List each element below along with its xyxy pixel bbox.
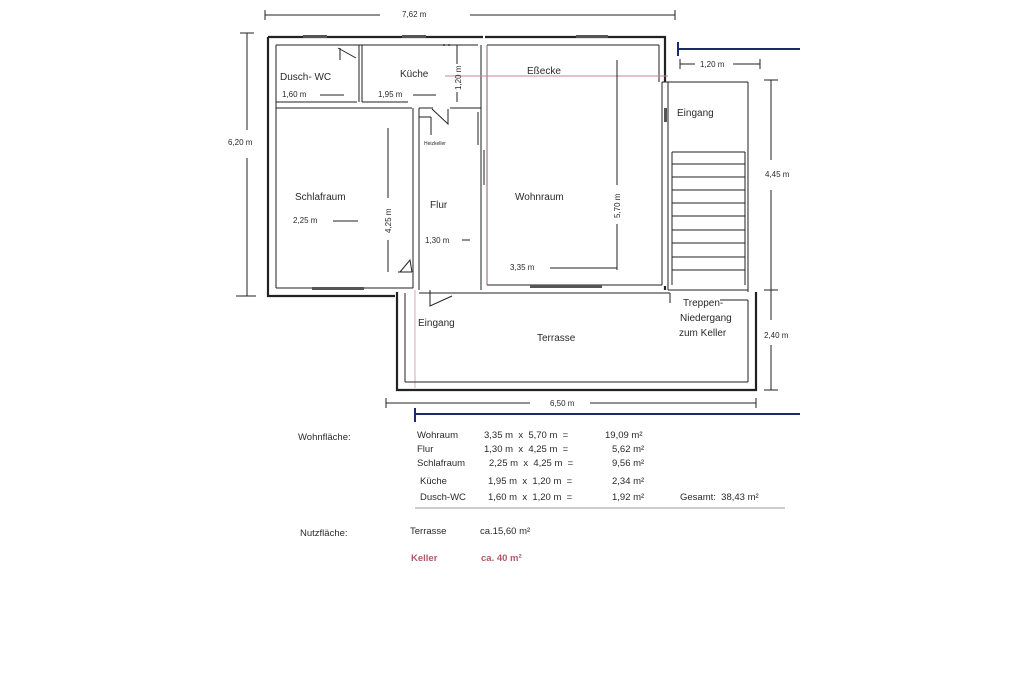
dim-dusch-width: 1,60 m bbox=[282, 90, 307, 99]
window-eingang bbox=[664, 108, 667, 122]
wohnflaeche-label: Wohnfläche: bbox=[298, 432, 351, 443]
windows bbox=[303, 35, 667, 290]
window-schlaf bbox=[312, 287, 364, 290]
dim-wohn-width: 3,35 m bbox=[510, 263, 535, 272]
room-schlafraum: Schlafraum bbox=[295, 192, 346, 203]
area-row-result: 1,92 m² bbox=[612, 492, 645, 503]
interior-dimensions bbox=[282, 45, 622, 272]
room-treppen-line1: Treppen- bbox=[683, 298, 724, 309]
room-terrasse: Terrasse bbox=[537, 333, 576, 344]
room-kueche: Küche bbox=[400, 69, 429, 80]
dim-total-width-label: 7,62 m bbox=[402, 10, 427, 19]
room-treppen-line2: Niedergang bbox=[680, 313, 732, 324]
dimension-terrace-width bbox=[386, 398, 756, 408]
dim-wohn-depth: 5,70 m bbox=[613, 193, 622, 218]
dim-schlaf-depth: 4,25 m bbox=[384, 208, 393, 233]
dim-total-height-label: 6,20 m bbox=[228, 138, 253, 147]
area-row-calc: 2,25 m x 4,25 m = bbox=[489, 458, 574, 469]
room-heizkeller: Heizkeller bbox=[424, 141, 446, 147]
dim-terrace-width-label: 6,50 m bbox=[550, 399, 575, 408]
gesamt-total: Gesamt: 38,43 m² bbox=[680, 492, 759, 503]
dim-stair-height-label: 4,45 m bbox=[765, 170, 790, 179]
area-row-calc: 1,60 m x 1,20 m = bbox=[488, 492, 573, 503]
room-essecke: Eßecke bbox=[527, 66, 561, 77]
area-row-name: Flur bbox=[417, 444, 434, 455]
dim-schlaf-width: 2,25 m bbox=[293, 216, 318, 225]
area-row-calc: 1,95 m x 1,20 m = bbox=[488, 476, 573, 487]
room-dusch-wc: Dusch- WC bbox=[280, 72, 332, 83]
room-treppen-line3: zum Keller bbox=[679, 328, 727, 339]
nutz-terrasse-value: ca.15,60 m² bbox=[480, 526, 531, 537]
dim-kueche-width: 1,95 m bbox=[378, 90, 403, 99]
dim-kueche-depth: 1,20 m bbox=[454, 65, 463, 90]
dimension-total-height bbox=[228, 33, 256, 296]
nutz-keller-name: Keller bbox=[411, 553, 438, 564]
area-row-name: Dusch-WC bbox=[420, 492, 466, 503]
area-row-name: Küche bbox=[420, 476, 447, 487]
dim-stair-width-label: 1,20 m bbox=[700, 60, 725, 69]
area-row-calc: 3,35 m x 5,70 m = bbox=[484, 430, 569, 441]
stairs bbox=[672, 152, 745, 285]
room-eingang-top: Eingang bbox=[677, 108, 714, 119]
nutzflaeche-label: Nutzfläche: bbox=[300, 528, 348, 539]
room-flur: Flur bbox=[430, 200, 448, 211]
window-kueche bbox=[402, 35, 426, 38]
dim-terrace-height-label: 2,40 m bbox=[764, 331, 789, 340]
area-row-result: 9,56 m² bbox=[612, 458, 645, 469]
area-row-result: 5,62 m² bbox=[612, 444, 645, 455]
nutz-keller-value: ca. 40 m² bbox=[481, 553, 522, 564]
area-row-result: 2,34 m² bbox=[612, 476, 645, 487]
room-wohnraum: Wohnraum bbox=[515, 192, 564, 203]
area-row-calc: 1,30 m x 4,25 m = bbox=[484, 444, 569, 455]
area-row-result: 19,09 m² bbox=[605, 430, 643, 441]
area-row-name: Wohraum bbox=[417, 430, 459, 441]
dimension-total-width bbox=[265, 10, 675, 20]
window-dusch bbox=[303, 35, 327, 38]
dim-flur-width: 1,30 m bbox=[425, 236, 450, 245]
nutz-terrasse-name: Terrasse bbox=[410, 526, 447, 537]
navy-accent-lines bbox=[415, 42, 800, 422]
area-row-name: Schlafraum bbox=[417, 458, 466, 469]
window-essecke bbox=[576, 35, 608, 38]
window-wohn bbox=[530, 285, 602, 288]
area-table bbox=[298, 430, 785, 564]
room-eingang-bottom: Eingang bbox=[418, 318, 455, 329]
